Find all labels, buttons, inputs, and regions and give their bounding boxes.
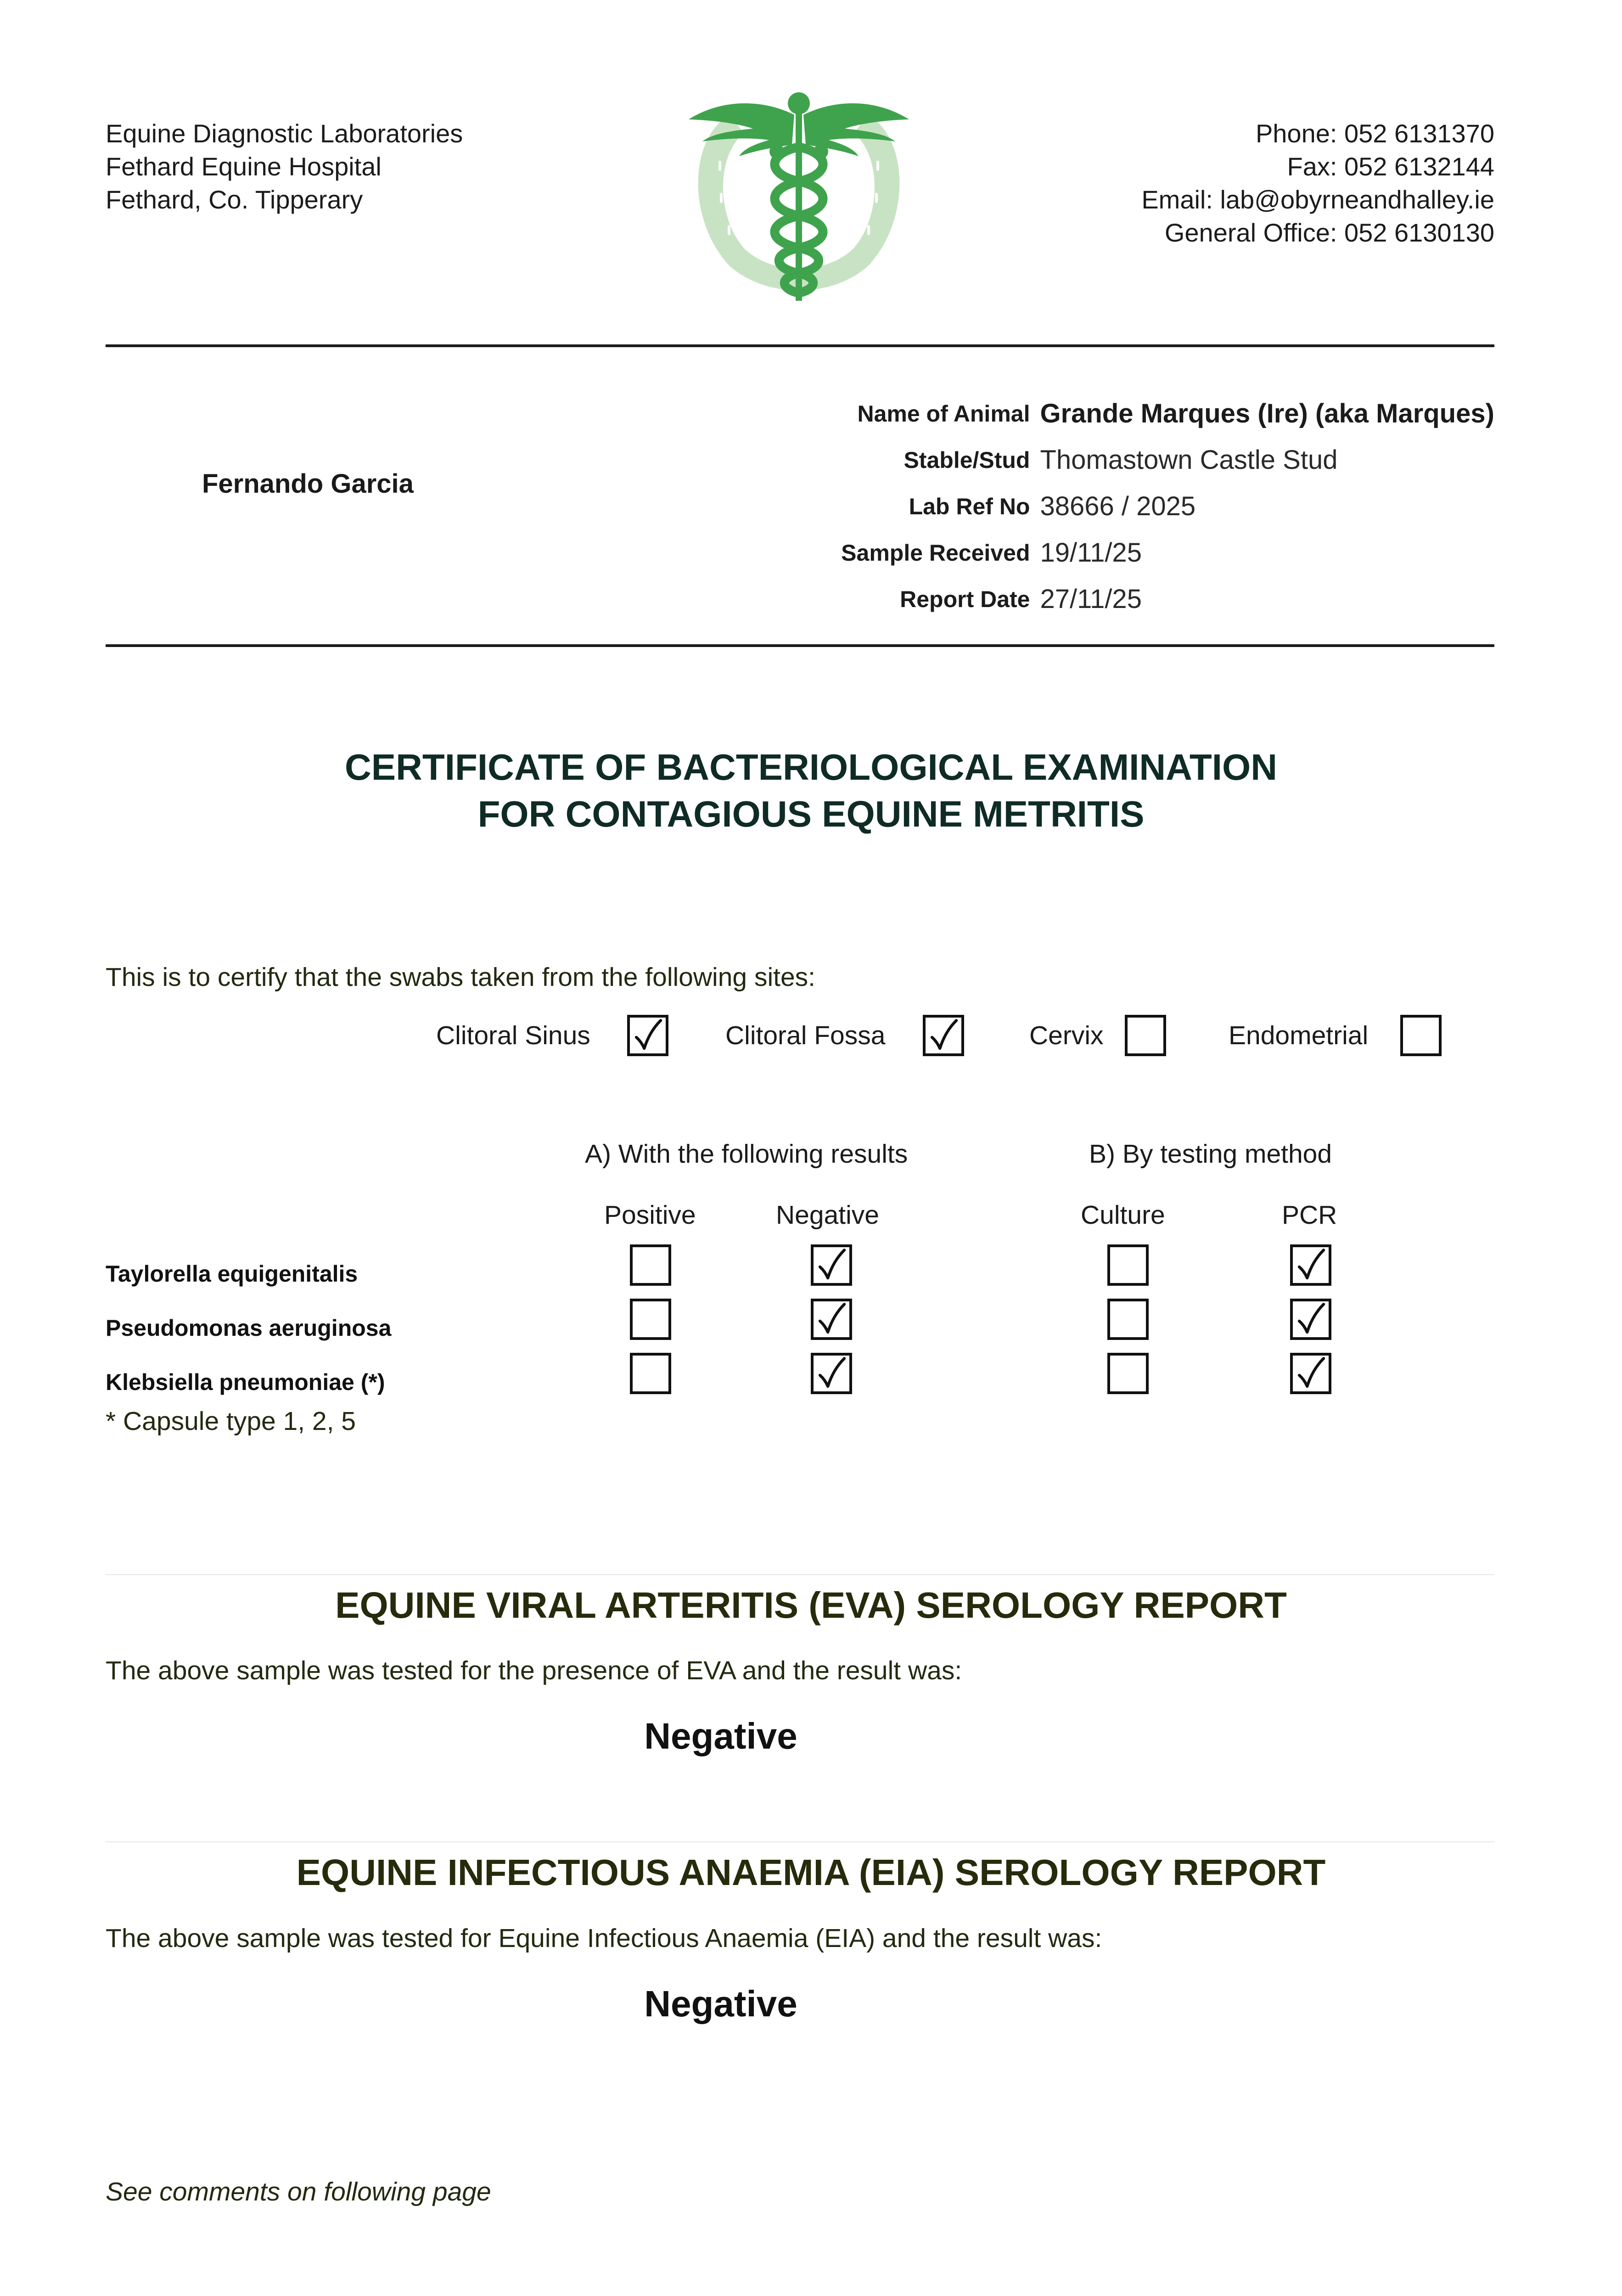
method-heading: B) By testing method — [1089, 1139, 1332, 1169]
method-checkbox-pcr[interactable] — [1290, 1299, 1331, 1340]
info-row — [841, 390, 1494, 437]
owner-name: Fernando Garcia — [202, 469, 414, 499]
checkmark-icon — [1293, 1356, 1329, 1391]
certificate-title-line1: CERTIFICATE OF BACTERIOLOGICAL EXAMINATION — [344, 747, 1278, 788]
result-checkbox-negative[interactable] — [811, 1244, 852, 1286]
site-label: Clitoral Sinus — [436, 1021, 590, 1050]
info-row — [841, 437, 1494, 483]
checkmark-icon — [814, 1247, 849, 1283]
result-checkbox-negative[interactable] — [811, 1353, 852, 1394]
email-address: Email: lab@obyrneandhalley.ie — [1141, 185, 1494, 214]
result-checkbox-positive[interactable] — [630, 1353, 671, 1394]
info-label: Lab Ref No — [909, 493, 1030, 519]
sample-received-date: 19/11/25 — [1040, 538, 1142, 568]
site-checkbox-cervix[interactable] — [1125, 1015, 1166, 1056]
result-checkbox-positive[interactable] — [630, 1244, 671, 1286]
certificate-title-line2: FOR CONTAGIOUS EQUINE METRITIS — [477, 793, 1145, 834]
method-checkbox-pcr[interactable] — [1290, 1353, 1331, 1394]
animal-info-table — [841, 390, 1494, 622]
method-checkbox-culture[interactable] — [1107, 1299, 1149, 1340]
site-label: Endometrial — [1229, 1021, 1369, 1050]
lab-name: Equine Diagnostic Laboratories — [106, 119, 463, 148]
organism-name: Klebsiella pneumoniae (*) — [106, 1369, 385, 1395]
eva-heading: EQUINE VIRAL ARTERITIS (EVA) SEROLOGY REPORT — [335, 1585, 1287, 1626]
method-checkbox-culture[interactable] — [1107, 1353, 1149, 1394]
report-date: 27/11/25 — [1040, 584, 1142, 614]
phone-number: Phone: 052 6131370 — [1255, 119, 1494, 148]
method-checkbox-culture[interactable] — [1107, 1244, 1149, 1286]
checkmark-icon — [630, 1018, 666, 1053]
site-checkbox-clitoral-sinus[interactable] — [627, 1015, 668, 1056]
general-office-number: General Office: 052 6130130 — [1164, 218, 1494, 247]
fax-number: Fax: 052 6132144 — [1287, 152, 1494, 181]
lab-address — [106, 117, 463, 216]
site-checkbox-endometrial[interactable] — [1400, 1015, 1442, 1056]
lab-location: Fethard, Co. Tipperary — [106, 185, 363, 214]
checkmark-icon — [1293, 1247, 1329, 1283]
header-divider — [106, 344, 1494, 347]
info-label: Name of Animal — [857, 400, 1030, 427]
checkmark-icon — [1293, 1301, 1329, 1337]
eva-divider — [106, 1574, 1494, 1575]
eva-text: The above sample was tested for the presence of EVA and the result was: — [106, 1656, 962, 1685]
info-row — [841, 576, 1494, 622]
results-heading: A) With the following results — [585, 1139, 908, 1169]
capsule-footnote: * Capsule type 1, 2, 5 — [106, 1407, 356, 1436]
method-checkbox-pcr[interactable] — [1290, 1244, 1331, 1286]
checkmark-icon — [926, 1018, 961, 1053]
column-header-culture: Culture — [1081, 1200, 1165, 1230]
info-row — [841, 483, 1494, 529]
site-label: Clitoral Fossa — [725, 1021, 886, 1050]
info-label: Stable/Stud — [904, 447, 1030, 473]
lab-contact — [1141, 117, 1494, 249]
certificate-title — [0, 744, 1622, 838]
result-checkbox-negative[interactable] — [811, 1299, 852, 1340]
site-label: Cervix — [1029, 1021, 1104, 1050]
caduceus-horseshoe-logo-icon — [661, 83, 937, 312]
eia-result: Negative — [644, 1983, 797, 2024]
checkmark-icon — [814, 1301, 849, 1337]
lab-hospital: Fethard Equine Hospital — [106, 152, 382, 181]
eia-text: The above sample was tested for Equine Infectious Anaemia (EIA) and the result was: — [106, 1924, 1102, 1953]
footer-note: See comments on following page — [106, 2177, 491, 2206]
organism-name: Pseudomonas aeruginosa — [106, 1315, 392, 1341]
result-checkbox-positive[interactable] — [630, 1299, 671, 1340]
organism-name: Taylorella equigenitalis — [106, 1261, 358, 1287]
column-header-positive: Positive — [604, 1200, 696, 1230]
info-label: Report Date — [900, 586, 1030, 612]
info-row — [841, 529, 1494, 576]
checkmark-icon — [814, 1356, 849, 1391]
stable-stud: Thomastown Castle Stud — [1040, 445, 1338, 475]
animal-name: Grande Marques (Ire) (aka Marques) — [1040, 399, 1494, 428]
eia-divider — [106, 1841, 1494, 1842]
eva-result: Negative — [644, 1716, 797, 1756]
certify-intro: This is to certify that the swabs taken from the following sites: — [106, 962, 815, 992]
column-header-pcr: PCR — [1282, 1200, 1337, 1230]
lab-ref-no: 38666 / 2025 — [1040, 491, 1196, 521]
info-label: Sample Received — [841, 540, 1030, 566]
info-divider — [106, 644, 1494, 647]
column-header-negative: Negative — [776, 1200, 879, 1230]
eia-heading: EQUINE INFECTIOUS ANAEMIA (EIA) SEROLOGY REPORT — [296, 1852, 1326, 1893]
site-checkbox-clitoral-fossa[interactable] — [923, 1015, 964, 1056]
